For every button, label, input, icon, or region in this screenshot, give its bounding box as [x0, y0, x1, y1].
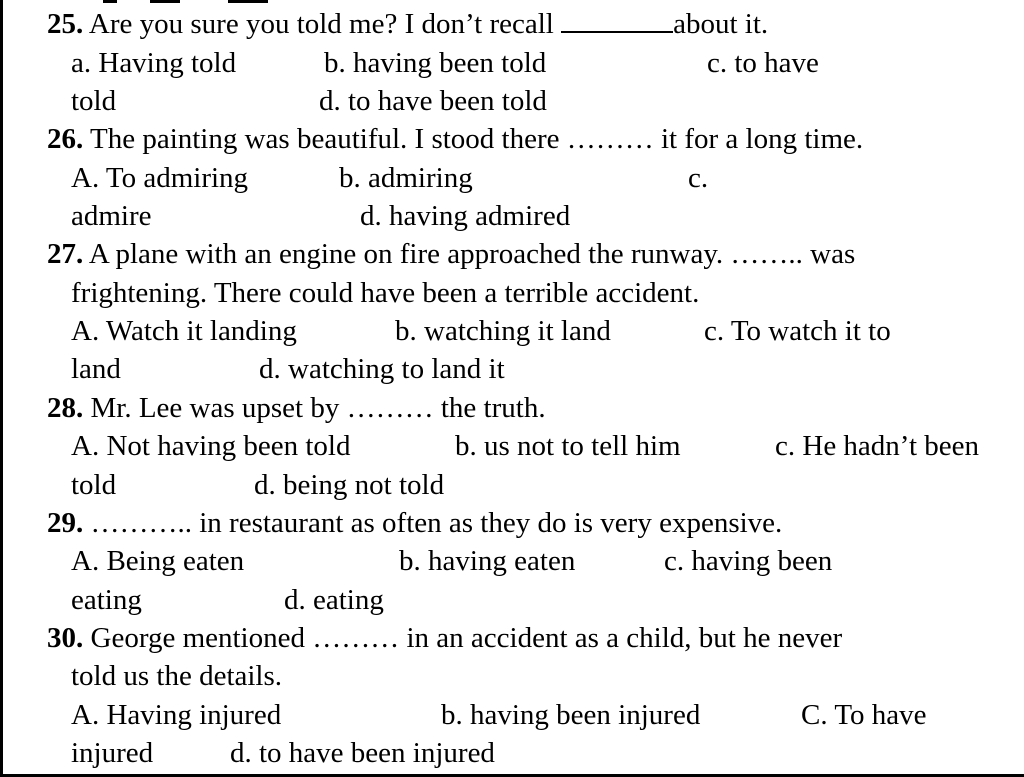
question-stem-continued: told us the details.: [71, 660, 283, 692]
question-stem: [47, 122, 863, 156]
question-stem: [47, 391, 546, 425]
question-stem: [47, 7, 768, 41]
question-stem: [47, 621, 842, 655]
option-c: c. having been: [664, 545, 833, 577]
option-a: A. Having injured: [71, 699, 282, 731]
option-c-continued: told: [71, 85, 117, 117]
stem-text: A plane with an engine on fire approached the runway. …….. was: [88, 238, 856, 270]
stem-text: about it.: [673, 8, 769, 40]
answer-blank: [561, 9, 673, 33]
option-c-continued: told: [71, 469, 117, 501]
question-number: 25.: [47, 8, 84, 40]
option-a: a. Having told: [71, 47, 237, 79]
option-b: b. us not to tell him: [455, 430, 681, 462]
option-d: d. to have been told: [319, 85, 547, 117]
option-c: c. To watch it to: [704, 315, 891, 347]
option-d: d. being not told: [254, 469, 445, 501]
option-b: b. having been told: [324, 47, 547, 79]
question-stem-continued: frightening. There could have been a terrible accident.: [71, 277, 700, 309]
cut-off-text-fragment: [150, 0, 180, 3]
option-c-continued: eating: [71, 584, 142, 616]
option-c-continued: admire: [71, 200, 152, 232]
option-a: A. Watch it landing: [71, 315, 297, 347]
option-a: A. Not having been told: [71, 430, 351, 462]
option-c: C. To have: [801, 699, 927, 731]
option-d: d. eating: [284, 584, 384, 616]
option-b: b. having been injured: [441, 699, 701, 731]
option-b: b. watching it land: [395, 315, 611, 347]
question-number: 30.: [47, 622, 84, 654]
stem-text: Mr. Lee was upset by ……… the truth.: [90, 392, 546, 424]
option-c-continued: land: [71, 353, 121, 385]
option-c: c. to have: [707, 47, 819, 79]
stem-text: ……….. in restaurant as often as they do is very expensive.: [90, 507, 783, 539]
option-a: A. To admiring: [71, 162, 249, 194]
stem-text: Are you sure you told me? I don’t recall: [88, 8, 554, 40]
stem-text: The painting was beautiful. I stood there ……… it for a long time.: [89, 123, 864, 155]
cut-off-text-fragment: [103, 0, 117, 3]
option-c-continued: injured: [71, 737, 154, 769]
question-stem: [47, 506, 782, 540]
page-left-border: [0, 0, 3, 777]
option-b: b. admiring: [339, 162, 473, 194]
option-d: d. watching to land it: [259, 353, 505, 385]
option-d: d. having admired: [360, 200, 571, 232]
question-number: 28.: [47, 392, 84, 424]
question-number: 29.: [47, 507, 84, 539]
cut-off-text-fragment: [228, 0, 268, 3]
option-a: A. Being eaten: [71, 545, 245, 577]
option-b: b. having eaten: [399, 545, 576, 577]
option-d: d. to have been injured: [230, 737, 495, 769]
question-number: 27.: [47, 238, 84, 270]
stem-text: George mentioned ……… in an accident as a child, but he never: [90, 622, 843, 654]
option-c: c.: [688, 162, 709, 194]
option-c: c. He hadn’t been: [775, 430, 979, 462]
question-stem: [47, 237, 855, 271]
question-number: 26.: [47, 123, 84, 155]
